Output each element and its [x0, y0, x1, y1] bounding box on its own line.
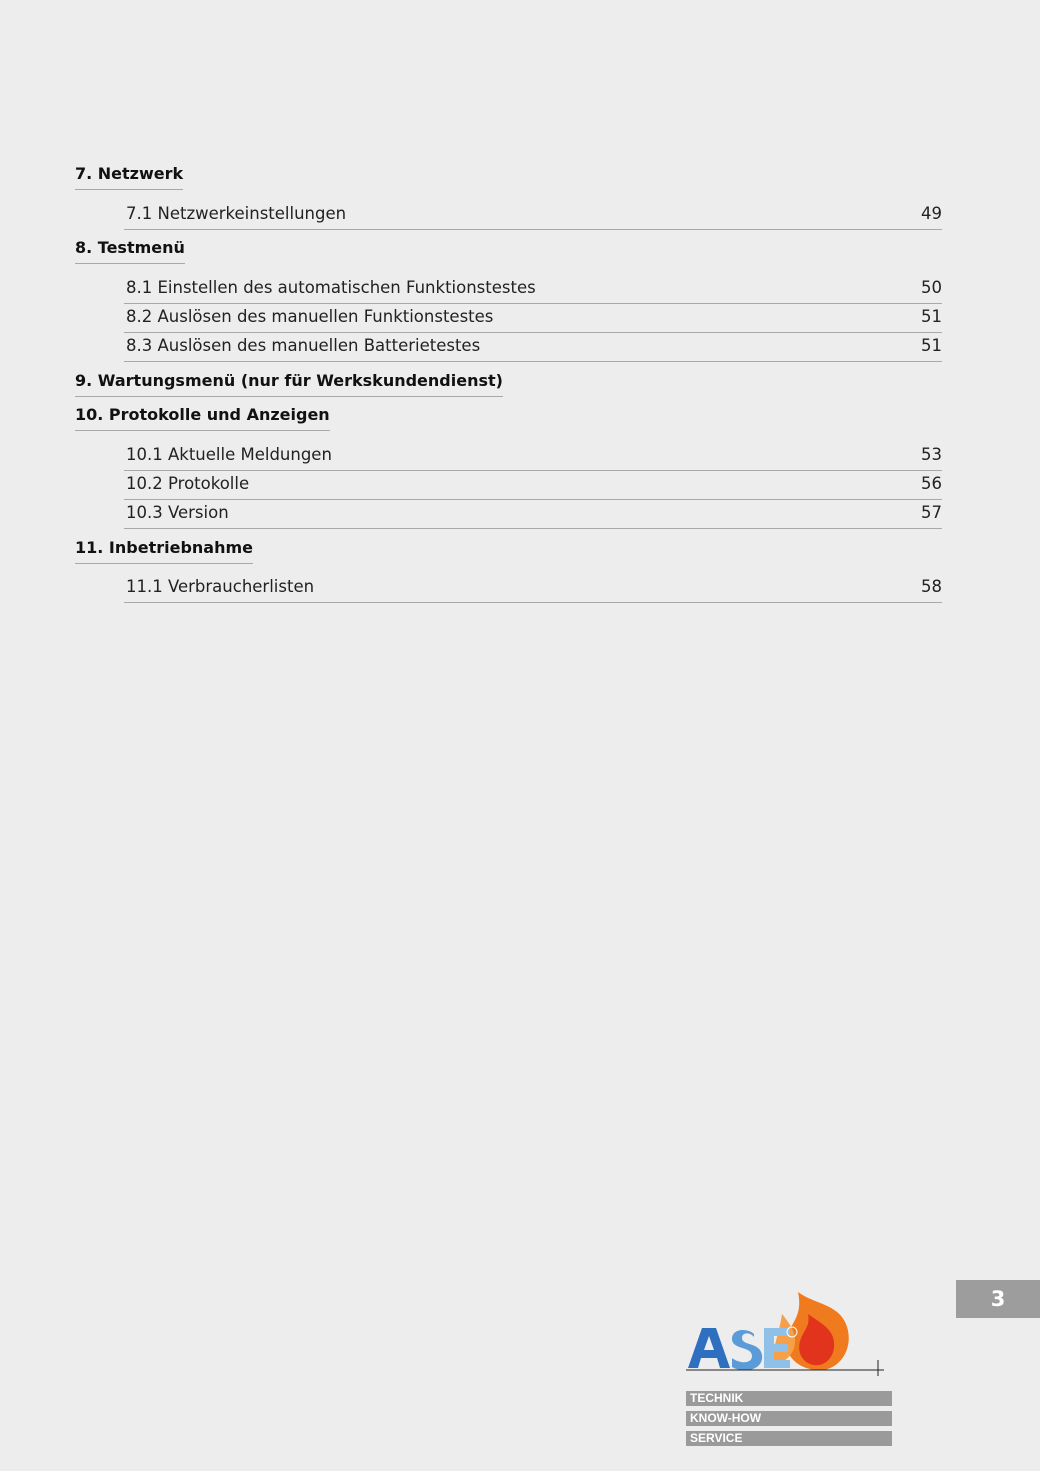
logo-band-technik: TECHNIK	[686, 1391, 892, 1406]
toc-entry-label: 11.1 Verbraucherlisten	[126, 577, 315, 596]
section-heading[interactable]: 7. Netzwerk	[75, 164, 183, 190]
toc-entry-page: 49	[921, 204, 942, 223]
toc-entry[interactable]	[124, 442, 942, 471]
toc-entry-label: 8.1 Einstellen des automatischen Funktionstestes	[126, 278, 536, 297]
toc-entry-label: 10.3 Version	[126, 503, 229, 522]
toc-entry-label: 8.3 Auslösen des manuellen Batterietestes	[126, 336, 481, 355]
toc-entry[interactable]	[124, 471, 942, 500]
toc-entry-page: 50	[921, 278, 942, 297]
toc-entry-page: 57	[921, 503, 942, 522]
logo-band-service: SERVICE	[686, 1431, 892, 1446]
logo-band-know-how: KNOW-HOW	[686, 1411, 892, 1426]
toc-entry[interactable]	[124, 574, 942, 603]
ase-logo	[686, 1284, 896, 1449]
section-heading[interactable]: 10. Protokolle und Anzeigen	[75, 405, 330, 431]
toc-entry[interactable]	[124, 500, 942, 529]
ase-flame-logo-graphic	[686, 1284, 896, 1376]
toc-entry[interactable]	[124, 275, 942, 304]
toc-entry-label: 8.2 Auslösen des manuellen Funktionstestes	[126, 307, 494, 326]
toc-entry-label: 10.1 Aktuelle Meldungen	[126, 445, 332, 464]
page-number-tab: 3	[956, 1280, 1040, 1318]
toc-entry[interactable]	[124, 201, 942, 230]
section-heading[interactable]: 9. Wartungsmenü (nur für Werkskundendienst)	[75, 371, 503, 397]
toc-entry-label: 7.1 Netzwerkeinstellungen	[126, 204, 347, 223]
toc-entry[interactable]	[124, 333, 942, 362]
toc-entry[interactable]	[124, 304, 942, 333]
section-heading[interactable]: 11. Inbetriebnahme	[75, 538, 253, 564]
toc-entry-page: 58	[921, 577, 942, 596]
toc-entry-page: 51	[921, 307, 942, 326]
toc-entry-label: 10.2 Protokolle	[126, 474, 250, 493]
section-heading[interactable]: 8. Testmenü	[75, 238, 185, 264]
toc-entry-page: 53	[921, 445, 942, 464]
toc-entry-page: 51	[921, 336, 942, 355]
toc-entry-page: 56	[921, 474, 942, 493]
